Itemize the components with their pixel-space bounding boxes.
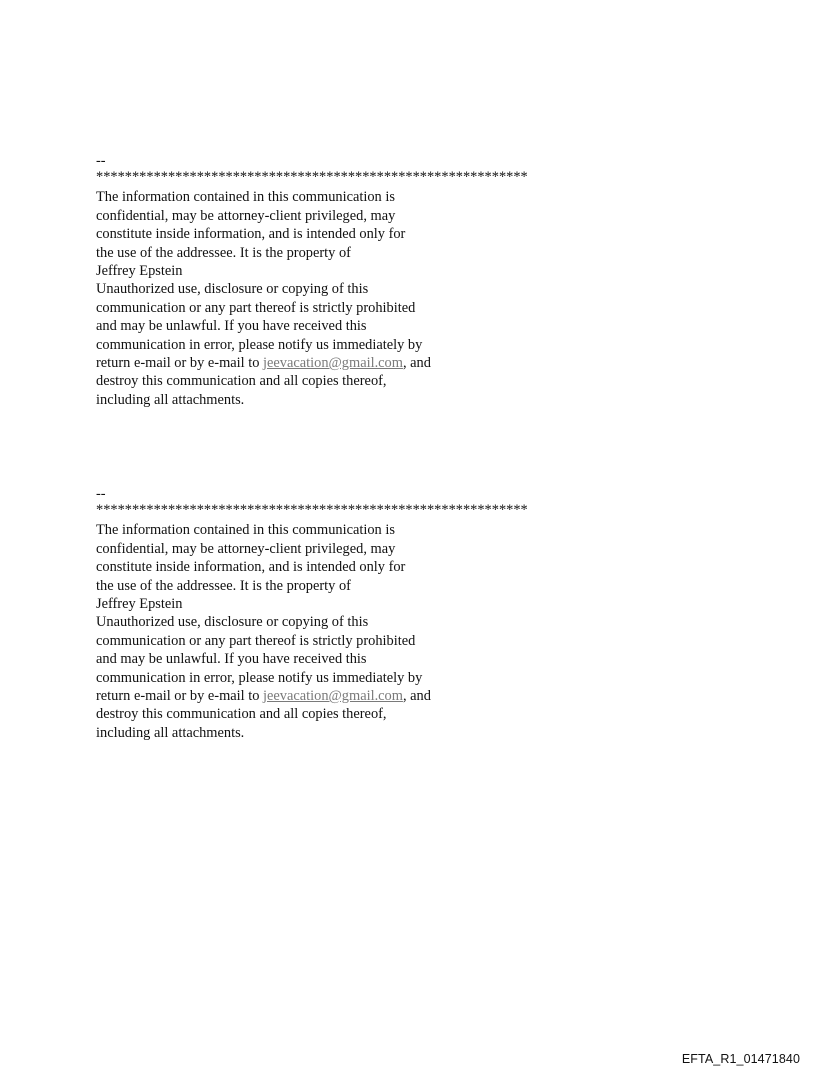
disclaimer-line: including all attachments. xyxy=(96,391,245,408)
email-suffix-text: , and xyxy=(402,688,431,705)
disclaimer-line: constitute inside information, and is intended only for xyxy=(96,559,406,576)
document-id-footer: EFTA_R1_01471840 xyxy=(681,1052,800,1066)
asterisk-divider: ************************************************************ xyxy=(96,169,528,186)
disclaimer-line: and may be unlawful. If you have received this xyxy=(96,651,367,668)
disclaimer-line: confidential, may be attorney-client privileged, may xyxy=(96,207,396,224)
disclaimer-line: including all attachments. xyxy=(96,724,245,741)
disclaimer-line: Unauthorized use, disclosure or copying of this xyxy=(96,614,369,631)
disclaimer-line: communication or any part thereof is strictly prohibited xyxy=(96,299,416,316)
disclaimer-line: communication or any part thereof is strictly prohibited xyxy=(96,632,416,649)
disclaimer-line: destroy this communication and all copies thereof, xyxy=(96,706,387,723)
disclaimer-block xyxy=(96,485,656,742)
disclaimer-email-line xyxy=(96,687,656,705)
disclaimer-line: The information contained in this communication is xyxy=(96,522,395,539)
signature-separator: -- xyxy=(96,486,106,502)
disclaimer-line: the use of the addressee. It is the property of xyxy=(96,244,351,261)
disclaimer-line: confidential, may be attorney-client privileged, may xyxy=(96,540,396,557)
disclaimer-line: destroy this communication and all copies thereof, xyxy=(96,373,387,390)
asterisk-divider: ************************************************************ xyxy=(96,502,528,519)
disclaimer-email-line xyxy=(96,354,656,372)
disclaimer-line: Unauthorized use, disclosure or copying of this xyxy=(96,281,369,298)
disclaimer-line: Jeffrey Epstein xyxy=(96,263,183,280)
email-prefix-text: return e-mail or by e-mail to xyxy=(96,688,264,705)
disclaimer-line: constitute inside information, and is intended only for xyxy=(96,226,406,243)
email-prefix-text: return e-mail or by e-mail to xyxy=(96,355,264,372)
disclaimer-line: The information contained in this communication is xyxy=(96,189,395,206)
disclaimer-line: Jeffrey Epstein xyxy=(96,596,183,613)
signature-separator: -- xyxy=(96,153,106,169)
email-suffix-text: , and xyxy=(402,355,431,372)
email-link[interactable]: jeevacation@gmail.com xyxy=(263,355,403,372)
disclaimer-line: the use of the addressee. It is the property of xyxy=(96,577,351,594)
disclaimer-line: communication in error, please notify us immediately by xyxy=(96,669,423,686)
disclaimer-line: and may be unlawful. If you have received this xyxy=(96,318,367,335)
disclaimer-line: communication in error, please notify us immediately by xyxy=(96,336,423,353)
email-link[interactable]: jeevacation@gmail.com xyxy=(263,688,403,705)
disclaimer-block xyxy=(96,152,656,409)
